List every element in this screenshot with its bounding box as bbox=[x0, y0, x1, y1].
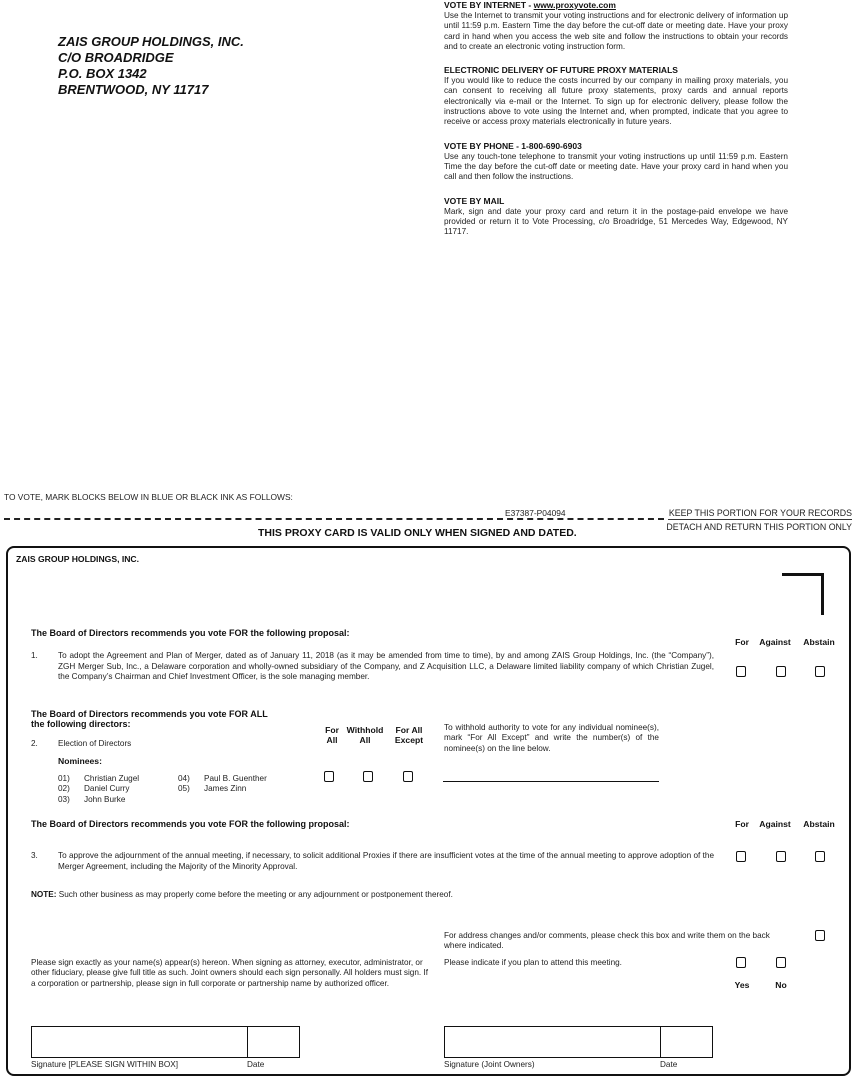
nominee-name: Paul B. Guenther bbox=[204, 774, 267, 783]
proposal3-for-checkbox[interactable] bbox=[736, 851, 746, 862]
section3-col-abstain: Abstain bbox=[803, 819, 835, 829]
mailing-address bbox=[58, 34, 244, 98]
joint-signature-label: Signature (Joint Owners) bbox=[444, 1060, 535, 1069]
nominee-list-left bbox=[58, 774, 139, 805]
section2-col-for-all: For All bbox=[325, 725, 339, 745]
proposal3-text: To approve the adjournment of the annual meeting, if necessary, to solicit additional Proxies if there are insufficient votes at the time of the annual meeting to approve adoption of the Merger Agreement, including the Majority of the Minority Approval. bbox=[58, 851, 714, 871]
signature-date-label: Date bbox=[247, 1060, 265, 1069]
section1-heading: The Board of Directors recommends you vote FOR the following proposal: bbox=[31, 628, 350, 638]
address-line-company: ZAIS GROUP HOLDINGS, INC. bbox=[58, 34, 244, 49]
vote-phone-heading: VOTE BY PHONE - 1-800-690-6903 bbox=[444, 140, 582, 151]
note-text: Such other business as may properly come before the meeting or any adjournment or postponement thereof. bbox=[56, 890, 453, 899]
nominee-name: John Burke bbox=[84, 794, 126, 804]
electronic-delivery-heading: ELECTRONIC DELIVERY OF FUTURE PROXY MATERIALS bbox=[444, 65, 678, 76]
nominee-number: 01) bbox=[58, 774, 70, 783]
nominee-number: 05) bbox=[178, 784, 190, 794]
proposal3-abstain-checkbox[interactable] bbox=[815, 851, 825, 862]
signature-date-box[interactable] bbox=[247, 1026, 300, 1058]
nominees-label: Nominees: bbox=[58, 756, 102, 766]
section2-col-withhold-all: Withhold All bbox=[346, 725, 384, 745]
registration-mark bbox=[782, 573, 824, 615]
proxyvote-link[interactable]: www.proxyvote.com bbox=[533, 0, 616, 10]
nominee-number: 03) bbox=[58, 794, 70, 804]
attend-yes-label: Yes bbox=[734, 980, 750, 990]
detach-portion-label: DETACH AND RETURN THIS PORTION ONLY bbox=[666, 522, 852, 532]
withhold-instructions: To withhold authority to vote for any individual nominee(s), mark “For All Except” and write the number(s) of the nominee(s) on the line below. bbox=[444, 723, 659, 753]
proposal2-for-all-except-checkbox[interactable] bbox=[403, 771, 413, 782]
attend-no-label: No bbox=[775, 980, 787, 990]
proposal1-abstain-checkbox[interactable] bbox=[815, 666, 825, 677]
attend-text: Please indicate if you plan to attend this meeting. bbox=[444, 958, 622, 967]
vote-internet-label: VOTE BY INTERNET - bbox=[444, 0, 534, 10]
vote-internet-body: Use the Internet to transmit your voting instructions and for electronic delivery of information up until 11:59 p.m. Eastern Time the day before the cut-off date or meeting date. Have your proxy card in hand when you access the web site and follow the instructions to obtain your records and to create an electronic voting instruction form. bbox=[444, 11, 788, 51]
proposal1-for-checkbox[interactable] bbox=[736, 666, 746, 677]
attend-no-checkbox[interactable] bbox=[776, 957, 786, 968]
joint-signature-box[interactable] bbox=[444, 1026, 661, 1058]
signature-label: Signature [PLEASE SIGN WITHIN BOX] bbox=[31, 1060, 178, 1069]
section2-col-for-all-except: For All Except bbox=[394, 725, 424, 745]
nominee-item bbox=[58, 795, 139, 805]
signature-box[interactable] bbox=[31, 1026, 248, 1058]
note-label: NOTE: bbox=[31, 890, 57, 899]
proposal1-against-checkbox[interactable] bbox=[776, 666, 786, 677]
section2-heading-line2: the following directors: bbox=[31, 719, 131, 729]
voting-instructions bbox=[444, 0, 788, 237]
mark-instructions: TO VOTE, MARK BLOCKS BELOW IN BLUE OR BLACK INK AS FOLLOWS: bbox=[4, 492, 293, 502]
perforation-line bbox=[4, 518, 664, 520]
vote-mail-heading: VOTE BY MAIL bbox=[444, 195, 505, 206]
address-line-po-box: P.O. BOX 1342 bbox=[58, 66, 147, 81]
nominee-item bbox=[178, 784, 267, 794]
proxy-card bbox=[6, 546, 851, 1076]
address-line-city: BRENTWOOD, NY 11717 bbox=[58, 82, 209, 97]
vote-mail-body: Mark, sign and date your proxy card and return it in the postage-paid envelope we have provided or return it to Vote Processing, c/o Broadridge, 51 Mercedes Way, Edgewood, NY 11717. bbox=[444, 206, 788, 237]
proposal2-for-all-checkbox[interactable] bbox=[324, 771, 334, 782]
attend-yes-checkbox[interactable] bbox=[736, 957, 746, 968]
nominee-exception-line[interactable] bbox=[443, 781, 659, 782]
proposal2-withhold-all-checkbox[interactable] bbox=[363, 771, 373, 782]
proposal1-text: To adopt the Agreement and Plan of Merger, dated as of January 11, 2018 (as it may be amended from time to time), by and among ZAIS Group Holdings, Inc. (the “Company”), ZGH Merger Sub, Inc., a Delaware corporation and wholly-owned subsidiary of the Company, and Z Acquisition LLC, a Delaware limited liability company of which Christian Zugel, the Company’s Chairman and Chief Investment Officer, is the sole managing member. bbox=[58, 651, 714, 682]
section3-col-against: Against bbox=[759, 819, 791, 829]
proposal2-label: Election of Directors bbox=[58, 739, 132, 748]
nominee-name: James Zinn bbox=[204, 784, 247, 794]
valid-notice: THIS PROXY CARD IS VALID ONLY WHEN SIGNED AND DATED. bbox=[258, 527, 577, 539]
nominee-number: 02) bbox=[58, 784, 70, 794]
joint-signature-date-box[interactable] bbox=[660, 1026, 713, 1058]
nominee-item bbox=[178, 774, 267, 784]
section2-heading-line1: The Board of Directors recommends you vote FOR ALL bbox=[31, 709, 268, 719]
note bbox=[31, 890, 453, 900]
nominee-name: Daniel Curry bbox=[84, 784, 130, 794]
section3-col-for: For bbox=[735, 819, 749, 829]
nominee-item bbox=[58, 774, 139, 784]
card-company-name: ZAIS GROUP HOLDINGS, INC. bbox=[16, 554, 140, 564]
section1-col-against: Against bbox=[759, 637, 791, 647]
address-line-care-of: C/O BROADRIDGE bbox=[58, 50, 174, 65]
section1-col-for: For bbox=[735, 637, 749, 647]
nominee-item bbox=[58, 784, 139, 794]
joint-signature-date-label: Date bbox=[660, 1060, 678, 1069]
section1-col-abstain: Abstain bbox=[803, 637, 835, 647]
nominee-name: Christian Zugel bbox=[84, 774, 140, 783]
proposal2-number: 2. bbox=[31, 739, 38, 748]
electronic-delivery-body: If you would like to reduce the costs incurred by our company in mailing proxy materials, you can consent to receiving all future proxy statements, proxy cards and annual reports electronically via e-mail or the Internet. To sign up for electronic delivery, please follow the instructions above to vote using the Internet and, when prompted, indicate that you agree to receive or access proxy materials electronically in future years. bbox=[444, 76, 788, 127]
proposal1-number: 1. bbox=[31, 651, 38, 660]
control-code: E37387-P04094 bbox=[505, 508, 566, 518]
vote-phone-body: Use any touch-tone telephone to transmit your voting instructions up until 11:59 p.m. Eastern Time the day before the cut-off date or meeting date. Have your proxy card in hand when you call and then follow the instructions. bbox=[444, 151, 788, 182]
address-change-text: For address changes and/or comments, please check this box and write them on the back where indicated. bbox=[444, 931, 770, 951]
proposal3-number: 3. bbox=[31, 851, 38, 860]
sign-instructions: Please sign exactly as your name(s) appear(s) hereon. When signing as attorney, executor, administrator, or other fiduciary, please give full title as such. Joint owners should each sign personally. All holders must sign. If a corporation or partnership, please sign in full corporate or partnership name by authorized officer. bbox=[31, 958, 428, 988]
nominee-number: 04) bbox=[178, 774, 190, 783]
proposal3-against-checkbox[interactable] bbox=[776, 851, 786, 862]
nominee-list-right bbox=[178, 774, 267, 795]
address-change-checkbox[interactable] bbox=[815, 930, 825, 941]
section3-heading: The Board of Directors recommends you vote FOR the following proposal: bbox=[31, 819, 350, 829]
keep-portion-label: KEEP THIS PORTION FOR YOUR RECORDS bbox=[668, 508, 852, 518]
vote-internet-heading bbox=[444, 0, 788, 11]
